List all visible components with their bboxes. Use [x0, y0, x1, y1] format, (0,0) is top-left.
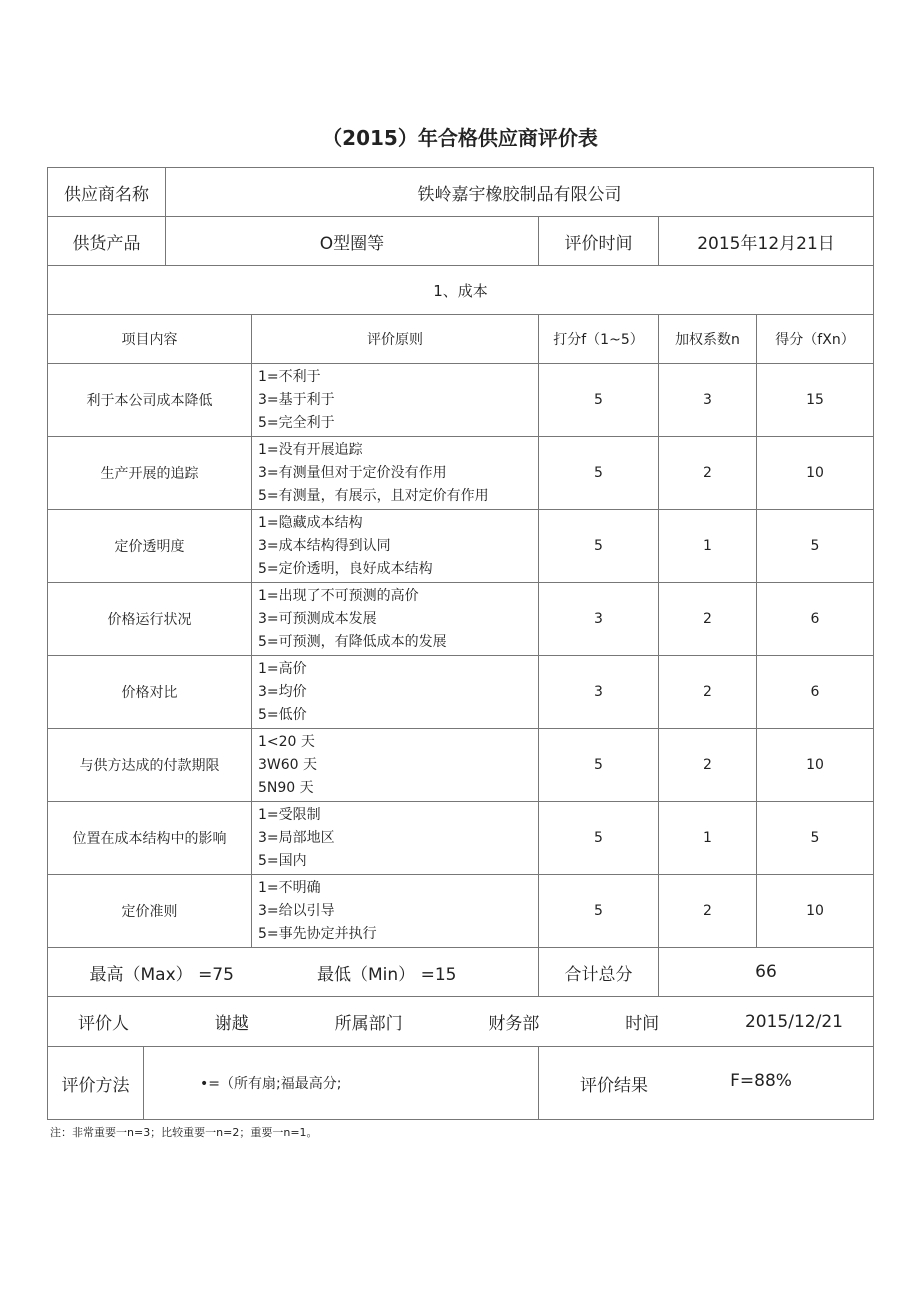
item-score: 5 [539, 364, 659, 437]
item-weight: 2 [659, 656, 757, 729]
criterion: 1=不利于 [258, 368, 321, 385]
item-weight: 2 [659, 437, 757, 510]
criterion: 5=低价 [258, 706, 307, 723]
item-name: 与供方达成的付款期限 [48, 729, 252, 802]
criterion: 1=出现了不可预测的高价 [258, 587, 419, 604]
criterion: 5=有测量，有展示，且对定价有作用 [258, 487, 489, 504]
item-score: 5 [539, 802, 659, 875]
section-title: 1、成本 [48, 266, 874, 315]
criterion: 5=事先协定并执行 [258, 925, 377, 942]
time-label: 时间 [625, 1014, 660, 1034]
time-value: 2015/12/21 [744, 1011, 843, 1032]
method-formula: •=（所有扇;福最高分; [144, 1047, 539, 1120]
item-result: 15 [757, 364, 874, 437]
product-value: O型圈等 [166, 217, 539, 266]
result-cell [539, 1047, 874, 1120]
item-criteria [252, 364, 539, 437]
criterion: 3=均价 [258, 683, 307, 700]
evaluation-table [47, 167, 874, 1120]
item-name: 定价准则 [48, 875, 252, 948]
item-name: 位置在成本结构中的影响 [48, 802, 252, 875]
table-row [48, 510, 874, 583]
item-criteria [252, 875, 539, 948]
total-label: 合计总分 [539, 948, 659, 997]
header-weight: 加权系数n [659, 315, 757, 364]
header-criteria: 评价原则 [252, 315, 539, 364]
header-score: 打分f（1~5） [539, 315, 659, 364]
item-name: 定价透明度 [48, 510, 252, 583]
criterion: 1=没有开展追踪 [258, 441, 363, 458]
item-result: 6 [757, 583, 874, 656]
criterion: 1=高价 [258, 660, 307, 677]
item-criteria [252, 656, 539, 729]
item-result: 5 [757, 510, 874, 583]
criterion: 5=国内 [258, 852, 307, 869]
criterion: 3W60 天 [258, 756, 318, 773]
criterion: 5=可预测，有降低成本的发展 [258, 633, 447, 650]
item-criteria [252, 437, 539, 510]
criterion: 3=成本结构得到认同 [258, 537, 391, 554]
criterion: 1=隐藏成本结构 [258, 514, 363, 531]
table-row [48, 656, 874, 729]
item-score: 5 [539, 729, 659, 802]
table-row [48, 875, 874, 948]
criterion: 5N90 天 [258, 779, 314, 796]
item-result: 5 [757, 802, 874, 875]
item-criteria [252, 583, 539, 656]
criterion: 3=可预测成本发展 [258, 610, 377, 627]
item-score: 3 [539, 656, 659, 729]
footnote: 注：非常重要一n=3；比较重要一n=2；重要一n=1。 [50, 1126, 318, 1139]
item-score: 5 [539, 875, 659, 948]
evaluator-row [48, 997, 874, 1047]
criterion: 5=定价透明，良好成本结构 [258, 560, 433, 577]
item-name: 生产开展的追踪 [48, 437, 252, 510]
table-row [48, 802, 874, 875]
table-row [48, 729, 874, 802]
total-value: 66 [659, 948, 874, 997]
evaluator-name: 谢越 [214, 1014, 249, 1034]
item-name: 利于本公司成本降低 [48, 364, 252, 437]
header-item: 项目内容 [48, 315, 252, 364]
product-label: 供货产品 [48, 217, 166, 266]
item-name: 价格对比 [48, 656, 252, 729]
evaluator-label: 评价人 [78, 1014, 129, 1034]
header-result: 得分（fXn） [757, 315, 874, 364]
criterion: 3=局部地区 [258, 829, 335, 846]
supplier-name: 铁岭嘉宇橡胶制品有限公司 [166, 168, 874, 217]
criterion: 1=受限制 [258, 806, 321, 823]
item-result: 6 [757, 656, 874, 729]
item-criteria [252, 510, 539, 583]
dept-label: 所属部门 [334, 1014, 403, 1034]
item-criteria [252, 729, 539, 802]
item-weight: 1 [659, 802, 757, 875]
item-weight: 3 [659, 364, 757, 437]
item-score: 5 [539, 510, 659, 583]
date-label: 评价时间 [539, 217, 659, 266]
result-label: 评价结果 [580, 1075, 649, 1096]
table-row [48, 583, 874, 656]
page-title: （2015）年合格供应商评价表 [322, 126, 598, 150]
criterion: 3=基于利于 [258, 391, 335, 408]
method-label: 评价方法 [48, 1047, 144, 1120]
item-result: 10 [757, 875, 874, 948]
min-score: 最低（Min） =15 [317, 964, 457, 985]
item-name: 价格运行状况 [48, 583, 252, 656]
item-weight: 1 [659, 510, 757, 583]
criterion: 5=完全利于 [258, 414, 335, 431]
item-criteria [252, 802, 539, 875]
max-score: 最高（Max） =75 [89, 964, 234, 985]
criterion: 3=给以引导 [258, 902, 335, 919]
supplier-label: 供应商名称 [48, 168, 166, 217]
dept-value: 财务部 [488, 1014, 540, 1034]
item-weight: 2 [659, 875, 757, 948]
item-result: 10 [757, 729, 874, 802]
date-value: 2015年12月21日 [659, 217, 874, 266]
criterion: 3=有测量但对于定价没有作用 [258, 464, 447, 481]
item-result: 10 [757, 437, 874, 510]
table-row [48, 437, 874, 510]
header-row [48, 315, 874, 364]
item-weight: 2 [659, 729, 757, 802]
item-score: 5 [539, 437, 659, 510]
item-weight: 2 [659, 583, 757, 656]
max-min-cell [48, 948, 539, 997]
result-value: F=88% [730, 1070, 792, 1091]
criterion: 1<20 天 [258, 733, 315, 750]
table-row [48, 364, 874, 437]
item-score: 3 [539, 583, 659, 656]
criterion: 1=不明确 [258, 879, 321, 896]
